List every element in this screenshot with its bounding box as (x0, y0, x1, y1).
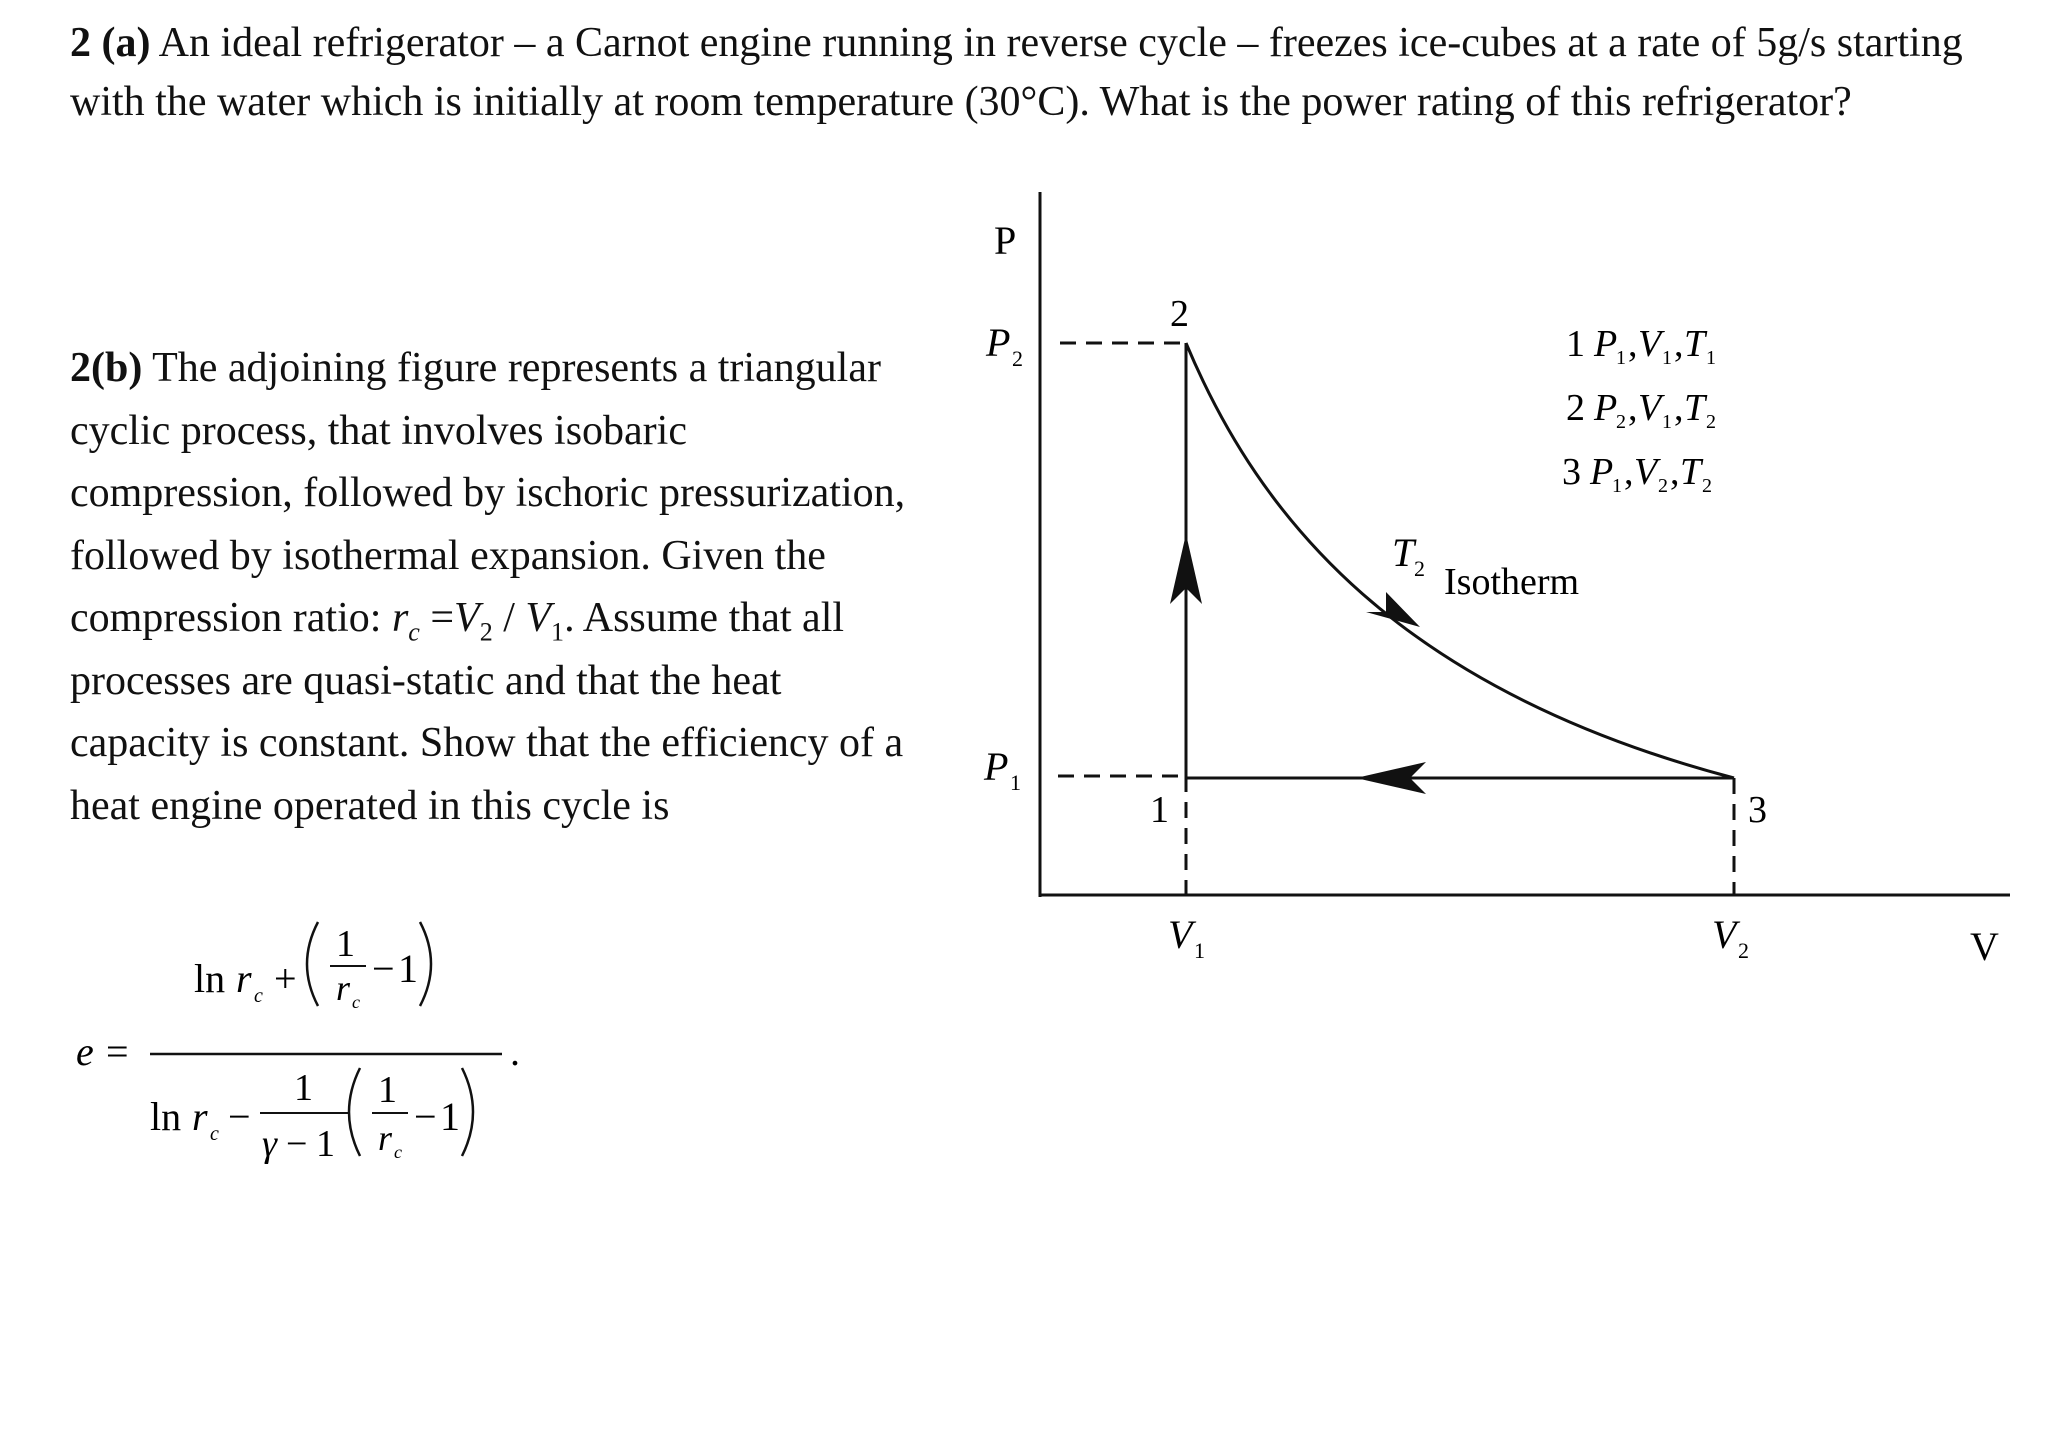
formula-den-inner-r-sub: c (394, 1142, 402, 1162)
formula-period: . (510, 1029, 520, 1074)
isotherm-t-label: T (1392, 530, 1415, 575)
state-legend-row-1 (1566, 323, 1716, 369)
legend-2-num: 2 (1566, 387, 1585, 429)
legend-3-v: V (1634, 451, 1658, 493)
efficiency-formula-svg (70, 910, 590, 1210)
formula-den-frac-one: 1 (294, 1067, 313, 1109)
formula-num-plus: + (274, 956, 297, 1001)
legend-1-t: T (1684, 323, 1706, 365)
isotherm-curve (1186, 343, 1734, 778)
isotherm-arrow (1366, 592, 1420, 627)
point-2-label: 2 (1170, 293, 1189, 335)
isotherm-t-sub: 2 (1414, 556, 1425, 581)
ratio-den: V (525, 595, 552, 641)
legend-3-comma-1: , (1624, 451, 1634, 493)
legend-3-t: T (1680, 451, 1702, 493)
legend-3-p: P (1590, 451, 1614, 493)
ratio-num: V (454, 595, 480, 641)
legend-1-v: V (1638, 323, 1662, 365)
legend-3-comma-2: , (1670, 451, 1680, 493)
legend-2-t-sub: 2 (1706, 411, 1716, 433)
question-2b (70, 337, 910, 837)
question-2b-label: 2(b) (70, 345, 143, 391)
legend-1-comma-2: , (1674, 323, 1684, 365)
v2-label-sub: 2 (1738, 938, 1749, 963)
question-2a-label: 2 (a) (70, 20, 151, 66)
formula-num-paren-right (420, 922, 431, 1006)
formula-num-inner-r-sub: c (352, 992, 360, 1012)
v2-label: V (1712, 912, 1737, 957)
legend-1-t-sub: 1 (1706, 347, 1716, 369)
ratio-num-sub: 2 (479, 617, 493, 647)
point-1-label: 1 (1150, 789, 1169, 831)
formula-num-paren-left (307, 922, 318, 1006)
formula-den-one: 1 (440, 1094, 460, 1139)
isotherm-label: Isotherm (1444, 561, 1580, 603)
state-legend-row-3 (1562, 451, 1712, 497)
formula-den-minus: − (228, 1094, 251, 1139)
legend-2-t: T (1684, 387, 1706, 429)
ratio-den-sub: 1 (551, 617, 565, 647)
formula-num-r-sub: c (254, 985, 263, 1007)
ratio-lhs-sub: c (408, 617, 420, 647)
formula-den-r: r (192, 1094, 208, 1139)
legend-1-p: P (1594, 323, 1618, 365)
compression-ratio-expression (391, 595, 565, 647)
legend-2-p-sub: 2 (1616, 411, 1626, 433)
p2-label-sub: 2 (1012, 346, 1023, 371)
state-legend (1562, 323, 1716, 497)
legend-1-v-sub: 1 (1662, 347, 1672, 369)
legend-3-t-sub: 2 (1702, 475, 1712, 497)
formula-den-inner-r: r (378, 1118, 393, 1158)
legend-2-comma-2: , (1674, 387, 1684, 429)
formula-num-inner-r: r (336, 968, 351, 1008)
formula-num-minus: − (372, 946, 395, 991)
legend-2-v: V (1638, 387, 1662, 429)
isobaric-arrow (1356, 762, 1426, 794)
formula-den-r-sub: c (210, 1123, 219, 1145)
isochoric-arrow (1170, 534, 1202, 604)
ratio-slash: / (503, 595, 515, 641)
legend-2-comma-1: , (1628, 387, 1638, 429)
formula-den-paren-left (349, 1068, 360, 1156)
formula-num-inner-one: 1 (336, 923, 355, 965)
formula-num-r: r (236, 956, 252, 1001)
question-2a-text: An ideal refrigerator – a Carnot engine running in reverse cycle – freezes ice-cubes at a rate of 5g/s starting with the water which is initially at room temperature (30°C). What is the power rating of this refrigerator? (70, 20, 1963, 125)
legend-1-p-sub: 1 (1616, 347, 1626, 369)
p1-label: P (984, 744, 1009, 789)
formula-den-gamma-one: 1 (316, 1123, 335, 1165)
v1-label-sub: 1 (1194, 938, 1205, 963)
efficiency-formula (70, 910, 590, 1215)
legend-3-v-sub: 2 (1658, 475, 1668, 497)
formula-eq: = (106, 1029, 129, 1074)
formula-lhs: e (76, 1029, 94, 1074)
state-legend-row-2 (1566, 387, 1716, 433)
formula-den-gamma-minus: − (286, 1123, 308, 1165)
ratio-eq: = (430, 595, 455, 641)
question-2b-text-after: . Assume that all processes are quasi-static and that the heat capacity is constant. Show that the efficiency of a heat engine operated in this cycle is (70, 595, 904, 829)
legend-3-p-sub: 1 (1612, 475, 1622, 497)
legend-3-num: 3 (1562, 451, 1581, 493)
legend-1-comma-1: , (1628, 323, 1638, 365)
formula-den-paren-right (462, 1068, 473, 1156)
p1-label-sub: 1 (1010, 770, 1021, 795)
v1-label: V (1168, 912, 1193, 957)
question-2b-text-before: The adjoining figure represents a triangular cyclic process, that involves isobaric compression, followed by ischoric pressurization, followed by isothermal expansion. Given the compression ratio: (70, 345, 906, 641)
legend-2-v-sub: 1 (1662, 411, 1672, 433)
ratio-lhs: r (391, 595, 409, 641)
p2-label: P (986, 320, 1011, 365)
formula-num-one: 1 (398, 946, 418, 991)
formula-den-minus2: − (414, 1094, 437, 1139)
point-3-label: 3 (1748, 789, 1767, 831)
formula-den-gamma: γ (262, 1123, 277, 1165)
y-axis-label: P (994, 218, 1017, 263)
legend-1-num: 1 (1566, 323, 1585, 365)
formula-den-inner-one: 1 (378, 1069, 397, 1111)
formula-den-ln: ln (150, 1094, 182, 1139)
question-2a (70, 14, 2000, 132)
legend-2-p: P (1594, 387, 1618, 429)
formula-num-ln: ln (194, 956, 226, 1001)
x-axis-label: V (1970, 924, 1999, 969)
